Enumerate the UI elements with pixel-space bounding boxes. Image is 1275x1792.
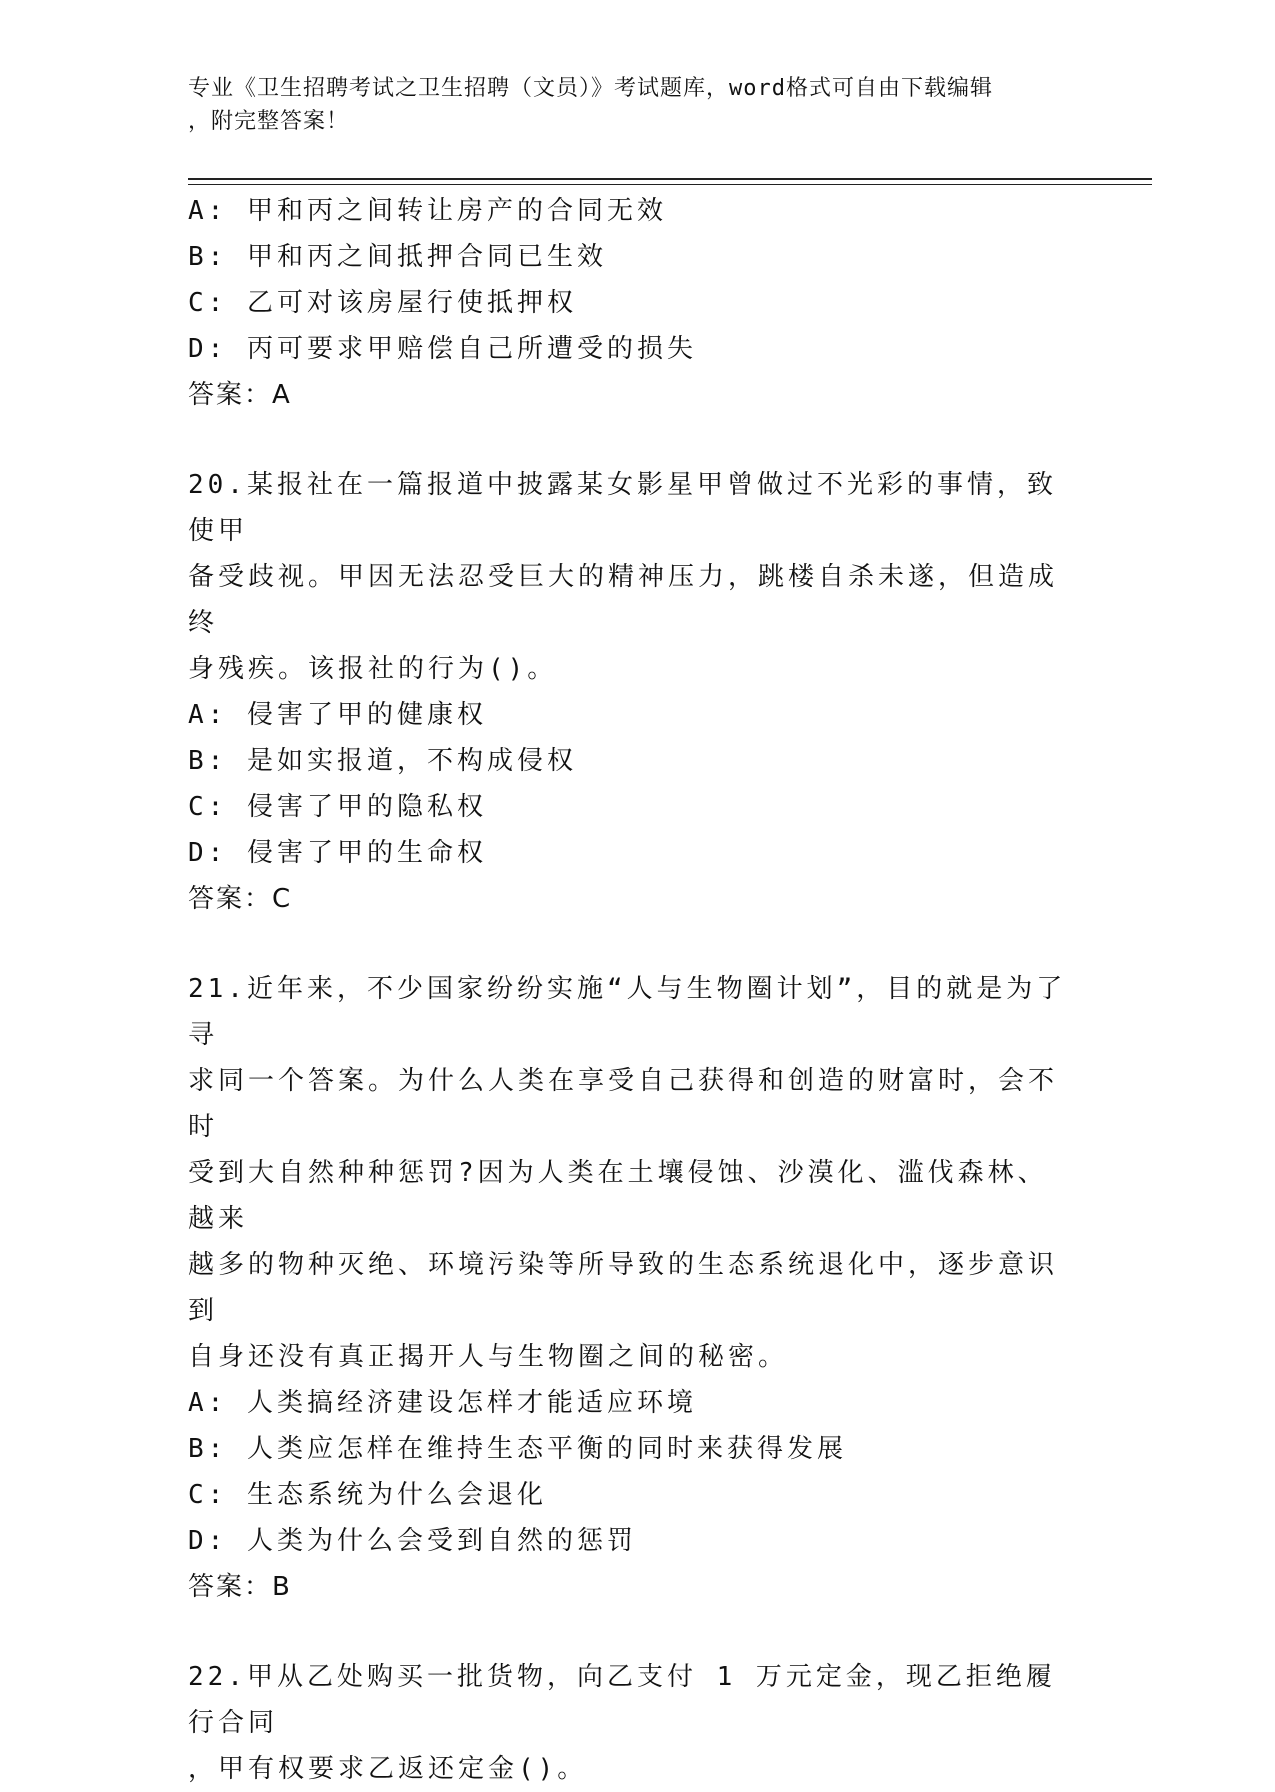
question-stem-line: 22.甲从乙处购买一批货物，向乙支付 1 万元定金，现乙拒绝履行合同 — [188, 1662, 1056, 1738]
spacer — [188, 922, 1068, 966]
spacer — [188, 418, 1068, 462]
option-d: D: 丙可要求甲赔偿自己所遭受的损失 — [188, 334, 697, 364]
option-c: C: 生态系统为什么会退化 — [188, 1480, 547, 1510]
question-list — [188, 188, 1068, 1792]
header-divider-thick — [188, 178, 1152, 180]
question-19 — [188, 188, 1068, 418]
question-20 — [188, 462, 1068, 922]
option-c: C: 乙可对该房屋行使抵押权 — [188, 288, 577, 318]
question-stem-line: ，甲有权要求乙返还定金()。 — [188, 1754, 588, 1784]
question-stem-line: 受到大自然种种惩罚?因为人类在土壤侵蚀、沙漠化、滥伐森林、越来 — [188, 1158, 1048, 1234]
option-b: B: 甲和丙之间抵押合同已生效 — [188, 242, 607, 272]
question-stem-line: 求同一个答案。为什么人类在享受自己获得和创造的财富时，会不时 — [188, 1066, 1059, 1142]
question-stem-line: 备受歧视。甲因无法忍受巨大的精神压力，跳楼自杀未遂，但造成终 — [188, 562, 1059, 638]
option-b: B: 是如实报道，不构成侵权 — [188, 746, 577, 776]
option-a: A: 侵害了甲的健康权 — [188, 700, 487, 730]
option-b: B: 人类应怎样在维持生态平衡的同时来获得发展 — [188, 1434, 847, 1464]
option-d: D: 人类为什么会受到自然的惩罚 — [188, 1526, 637, 1556]
question-stem-line: 21.近年来，不少国家纷纷实施“人与生物圈计划”，目的就是为了寻 — [188, 974, 1067, 1050]
option-d: D: 侵害了甲的生命权 — [188, 838, 487, 868]
question-stem-line: 越多的物种灭绝、环境污染等所导致的生态系统退化中，逐步意识到 — [188, 1250, 1059, 1326]
question-stem-line: 20.某报社在一篇报道中披露某女影星甲曾做过不光彩的事情，致使甲 — [188, 470, 1057, 546]
header-line-1: 专业《卫生招聘考试之卫生招聘（文员）》考试题库，word格式可自由下载编辑 — [188, 76, 993, 101]
spacer — [188, 1610, 1068, 1654]
option-a: A: 人类搞经济建设怎样才能适应环境 — [188, 1388, 697, 1418]
question-22 — [188, 1654, 1068, 1792]
question-stem-line: 自身还没有真正揭开人与生物圈之间的秘密。 — [188, 1342, 789, 1372]
question-21 — [188, 966, 1068, 1610]
answer-line: 答案：A — [188, 380, 292, 410]
header-divider-thin — [188, 184, 1152, 185]
header-line-2: ，附完整答案！ — [188, 109, 350, 134]
answer-line: 答案：C — [188, 884, 293, 914]
option-a: A: 甲和丙之间转让房产的合同无效 — [188, 196, 667, 226]
option-c: C: 侵害了甲的隐私权 — [188, 792, 487, 822]
question-stem-line: 身残疾。该报社的行为()。 — [188, 654, 558, 684]
document-header — [188, 72, 1068, 138]
answer-line: 答案：B — [188, 1572, 292, 1602]
